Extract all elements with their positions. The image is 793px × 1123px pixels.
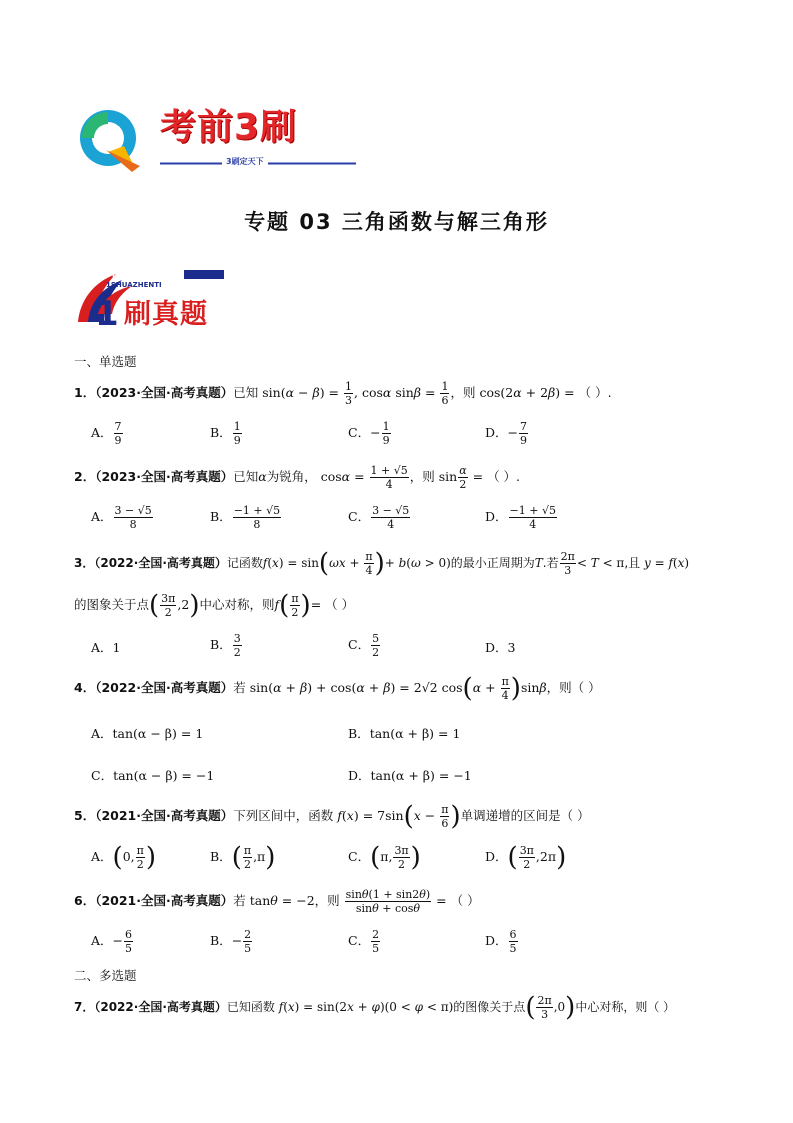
- badge-number: 1: [95, 294, 119, 334]
- q1-number: 1．: [74, 385, 96, 400]
- badge-small-text: 1SHUAZHENTI: [106, 281, 162, 289]
- q5-option-b[interactable]: B．( $\frac{\pi}{2}$ ,π): [210, 842, 276, 873]
- q1-option-a[interactable]: A． $\frac{7}{9}$: [91, 420, 122, 447]
- logo-q-icon: [76, 106, 148, 174]
- q2-option-a[interactable]: A． $\frac{3 - √5}{8}$: [91, 504, 152, 531]
- question-1: 1．（2023·全国·高考真题）已知 sin(α − β) = $\frac{1}{3}$ , cosα sinβ = $\frac{1}{6}$ ，则 cos(2α + 2β) = （ ）.: [74, 380, 612, 407]
- q5-option-a[interactable]: A．(0, $\frac{\pi}{2}$ ): [91, 842, 157, 873]
- q1-option-b[interactable]: B． $\frac{1}{9}$: [210, 420, 241, 447]
- q2-option-d[interactable]: D． $\frac{-1 + √5}{4}$: [485, 504, 556, 531]
- question-3-line-2: 的图象关于点( $\frac{3\pi}{2}$ ,2)中心对称，则f( $\frac{\pi}{2}$ )= （ ）: [74, 590, 355, 621]
- brand-subtitle: 3刷定天下: [222, 156, 268, 167]
- q4-option-a[interactable]: A．tan(α − β) = 1: [91, 726, 204, 741]
- q6-option-c[interactable]: C． $\frac{2}{5}$: [348, 928, 380, 955]
- badge-code: ISZT: [112, 270, 144, 279]
- q1-option-d[interactable]: D．− $\frac{7}{9}$: [485, 420, 528, 447]
- question-7: 7．（2022·全国·高考真题）已知函数 f(x) = sin(2x + φ)(0 < φ < π)的图像关于点( $\frac{2\pi}{3}$ ,0)中心对称，则（ ）: [74, 992, 676, 1023]
- q1-source: （2023·全国·高考真题）: [95, 385, 234, 400]
- q5-option-d[interactable]: D．( $\frac{3\pi}{2}$ ,2π): [485, 842, 567, 873]
- q6-option-b[interactable]: B．− $\frac{2}{5}$: [210, 928, 252, 955]
- section-heading-single: 一、单选题: [74, 354, 137, 369]
- q6-option-d[interactable]: D． $\frac{6}{5}$: [485, 928, 517, 955]
- question-6: 6．（2021·全国·高考真题）若 tanθ = −2，则 $\frac{\sin\theta(1 + \sin 2\theta)}{\sin\theta + \cos\theta}$ = （ ）: [74, 888, 480, 915]
- q3-option-b[interactable]: B． $\frac{3}{2}$: [210, 632, 241, 659]
- question-3: 3．（2022·全国·高考真题）记函数f(x) = sin(ωx + $\frac{\pi}{4}$ )+ b(ω > 0)的最小正周期为T.若 $\frac{2\pi}{3}$ < T < π,且 y = f(x): [74, 548, 690, 579]
- q3-option-d[interactable]: D．3: [485, 640, 516, 655]
- q1-option-c[interactable]: C．− $\frac{1}{9}$: [348, 420, 390, 447]
- q4-option-d[interactable]: D．tan(α + β) = −1: [348, 768, 472, 783]
- q5-option-c[interactable]: C．(π, $\frac{3\pi}{2}$ ): [348, 842, 421, 873]
- section-heading-multi: 二、多选题: [74, 968, 137, 983]
- q4-option-b[interactable]: B．tan(α + β) = 1: [348, 726, 461, 741]
- brand-block: [160, 106, 297, 150]
- q2-option-c[interactable]: C． $\frac{3 - √5}{4}$: [348, 504, 410, 531]
- q3-option-c[interactable]: C． $\frac{5}{2}$: [348, 632, 380, 659]
- brand-title: 考前3刷: [160, 107, 298, 148]
- question-4: 4．（2022·全国·高考真题）若 sin(α + β) + cos(α + β) = 2√2 cos(α + $\frac{\pi}{4}$ )sinβ，则（ ）: [74, 673, 601, 704]
- q6-option-a[interactable]: A．− $\frac{6}{5}$: [91, 928, 133, 955]
- q3-option-a[interactable]: A．1: [91, 640, 121, 655]
- q4-option-c[interactable]: C．tan(α − β) = −1: [91, 768, 215, 783]
- question-2: 2．（2023·全国·高考真题）已知α为锐角， cosα = $\frac{1 + √5}{4}$ ，则 sin $\frac{\alpha}{2}$ = （ ）.: [74, 464, 521, 491]
- badge-label: 刷真题: [124, 299, 208, 330]
- document-title: 专题 03 三角函数与解三角形: [244, 210, 549, 234]
- q2-option-b[interactable]: B． $\frac{-1 + √5}{8}$: [210, 504, 281, 531]
- question-5: 5．（2021·全国·高考真题）下列区间中，函数 f(x) = 7sin(x − $\frac{\pi}{6}$ )单调递增的区间是（ ）: [74, 801, 590, 832]
